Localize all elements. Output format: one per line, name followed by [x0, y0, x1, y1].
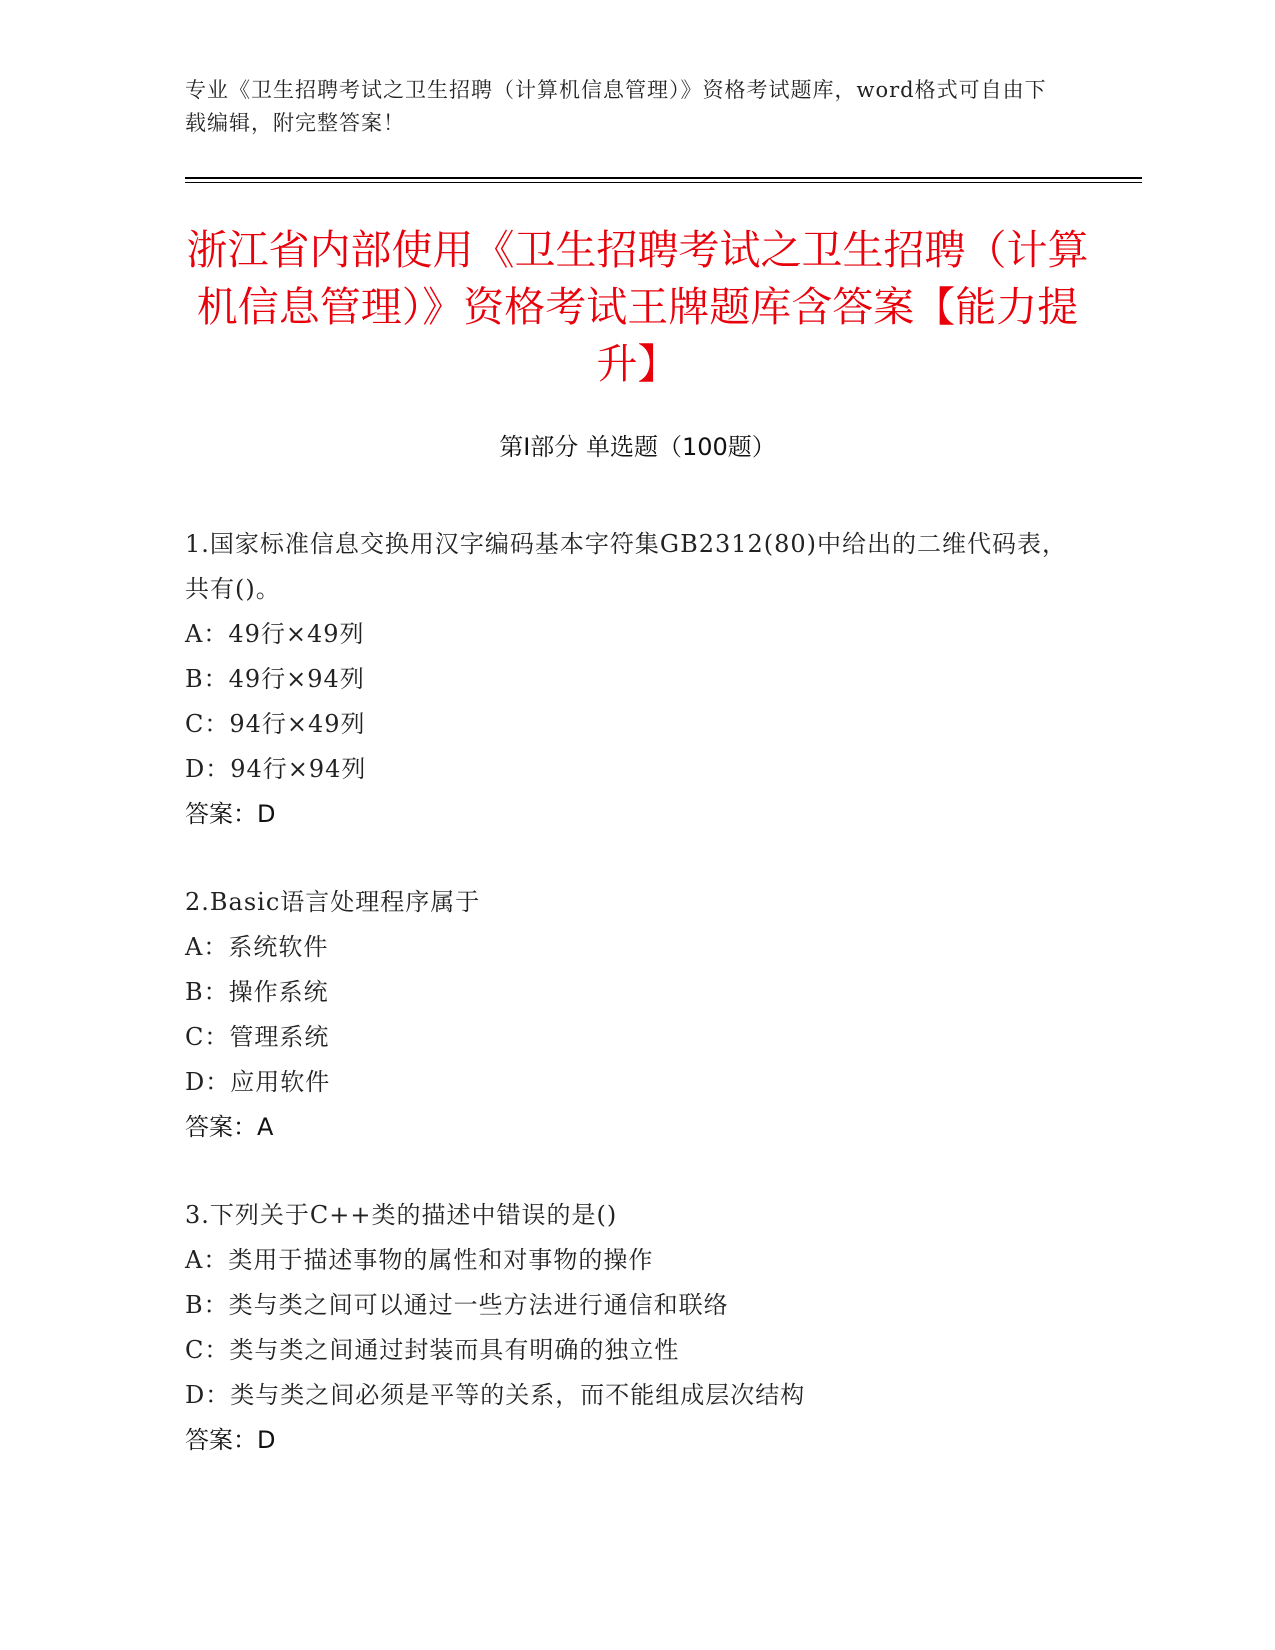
- option-c: C：94行×49列: [185, 710, 366, 738]
- option-c: C：管理系统: [185, 1023, 330, 1051]
- option-c: C：类与类之间通过封装而具有明确的独立性: [185, 1336, 680, 1364]
- option-b: B：操作系统: [185, 978, 329, 1006]
- answer: 答案：A: [185, 1113, 274, 1141]
- question-stem: 1.国家标准信息交换用汉字编码基本字符集GB2312(80)中给出的二维代码表，共有()。: [185, 530, 1068, 603]
- question-list: [185, 522, 1085, 1506]
- option-a: A：49行×49列: [185, 620, 365, 648]
- option-d: D：94行×94列: [185, 755, 367, 783]
- answer: 答案：D: [185, 800, 276, 828]
- question-stem: 3.下列关于C++类的描述中错误的是(): [185, 1201, 618, 1229]
- option-a: A：类用于描述事物的属性和对事物的操作: [185, 1246, 654, 1274]
- option-d: D：应用软件: [185, 1068, 331, 1096]
- option-b: B：类与类之间可以通过一些方法进行通信和联络: [185, 1291, 729, 1319]
- section-title: 第Ⅰ部分 单选题（100题）: [499, 433, 776, 461]
- header-rule-thin: [185, 182, 1142, 183]
- question-3: [185, 1193, 1085, 1463]
- option-a: A：系统软件: [185, 933, 329, 961]
- header-note: 专业《卫生招聘考试之卫生招聘（计算机信息管理）》资格考试题库，word格式可自由下载编辑，附完整答案！: [185, 78, 1047, 135]
- question-2: [185, 880, 1085, 1150]
- option-d: D：类与类之间必须是平等的关系，而不能组成层次结构: [185, 1381, 806, 1409]
- option-b: B：49行×94列: [185, 665, 365, 693]
- header-rule-thick: [185, 177, 1142, 179]
- document-title: 浙江省内部使用《卫生招聘考试之卫生招聘（计算机信息管理）》资格考试王牌题库含答案【能力提升】: [186, 226, 1089, 388]
- question-stem: 2.Basic语言处理程序属于: [185, 888, 481, 916]
- answer: 答案：D: [185, 1426, 276, 1454]
- question-1: [185, 522, 1085, 837]
